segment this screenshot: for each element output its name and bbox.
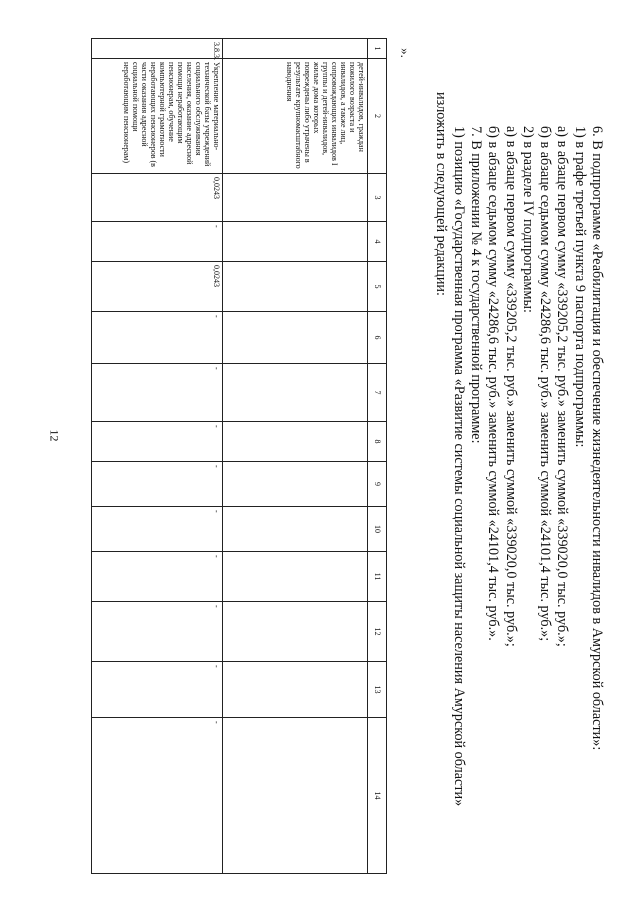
paragraph-line: 2) в разделе IV подпрограммы: [519,126,536,313]
table-cell: - [92,718,223,874]
budget-table [91,38,387,874]
table-cell [223,364,368,422]
paragraph-line: 6. В подпрограмме «Реабилитация и обеспечение жизнедеятельности инвалидов в Амурской области»: [589,126,605,751]
budget-table-wrapper [97,38,387,823]
header-cell: 14 [368,718,387,874]
table-cell: - [92,364,223,422]
table-cell: - [92,462,223,507]
closing-quote: ». [397,48,413,58]
table-cell: - [92,222,223,262]
table-cell [223,312,368,364]
header-cell: 11 [368,552,387,602]
table-row [223,39,368,874]
header-cell: 9 [368,462,387,507]
table-cell [223,718,368,874]
paragraph-line: 1) позицию «Государственная программа «Развитие системы социальной защиты населения Амурской области» [450,126,467,807]
paragraph-line: а) в абзаце первом сумму «339205,2 тыс. руб.» заменить суммой «339020,0 тыс. руб.»; [502,126,519,647]
header-cell: 10 [368,507,387,552]
header-cell: 4 [368,222,387,262]
table-cell: - [92,312,223,364]
table-cell [223,462,368,507]
header-cell: 7 [368,364,387,422]
table-row [92,39,223,874]
table-cell [223,174,368,222]
header-cell: 3 [368,174,387,222]
header-cell: 6 [368,312,387,364]
header-cell: 13 [368,662,387,718]
body-text [405,92,605,852]
row-number [223,39,368,59]
paragraph-line: изложить в следующей редакции: [433,92,450,296]
table-cell [223,262,368,312]
header-cell: 5 [368,262,387,312]
header-cell: 2 [368,59,387,174]
row-number: 3.8.3. [92,39,223,59]
header-cell: 12 [368,602,387,662]
paragraph-line: а) в абзаце первом сумму «339205,2 тыс. руб.» заменить суммой «339020,0 тыс. руб.»; [554,126,571,647]
table-cell [223,552,368,602]
table-cell: 0,0243 [92,262,223,312]
table-cell: 0,0243 [92,174,223,222]
paragraph-line: б) в абзаце седьмом сумму «24286,6 тыс. руб.» заменить суммой «24101,4 тыс. руб.»; [537,126,554,642]
table-cell: - [92,552,223,602]
table-cell: - [92,422,223,462]
row-description: Укрепление материально-технической базы учреждений социального обслуживания населения, оказание адресной помощи неработающим пенсионерам, обучение компьютерной грамотности неработающих пенсионеров (в части оказания адресной социальной помощи неработающим пенсионерам) [92,59,223,174]
table-cell [223,507,368,552]
table-cell [223,662,368,718]
paragraph-line: 1) в графе третьей пункта 9 паспорта подпрограммы: [571,126,588,448]
table-cell [223,422,368,462]
table-cell: - [92,662,223,718]
header-cell: 1 [368,39,387,59]
paragraph-line: б) в абзаце седьмом сумму «24286,6 тыс. руб.» заменить суммой «24101,4 тыс. руб.». [485,126,502,641]
table-cell: - [92,507,223,552]
table-cell [223,222,368,262]
header-cell: 8 [368,422,387,462]
paragraph-line: 7. В приложении № 4 к государственной программе: [467,126,484,444]
table-cell: - [92,602,223,662]
row-description: детей-инвалидов, граждан пожилого возраста и инвалидов, а также лиц, сопровождающих инвалидов I группы и детей-инвалидов, жилые дома которых повреждены либо утрачены в результате крупномасштабного наводнения [223,59,368,174]
page-number: 12 [47,429,62,442]
table-header-row [368,39,387,874]
table-cell [223,602,368,662]
